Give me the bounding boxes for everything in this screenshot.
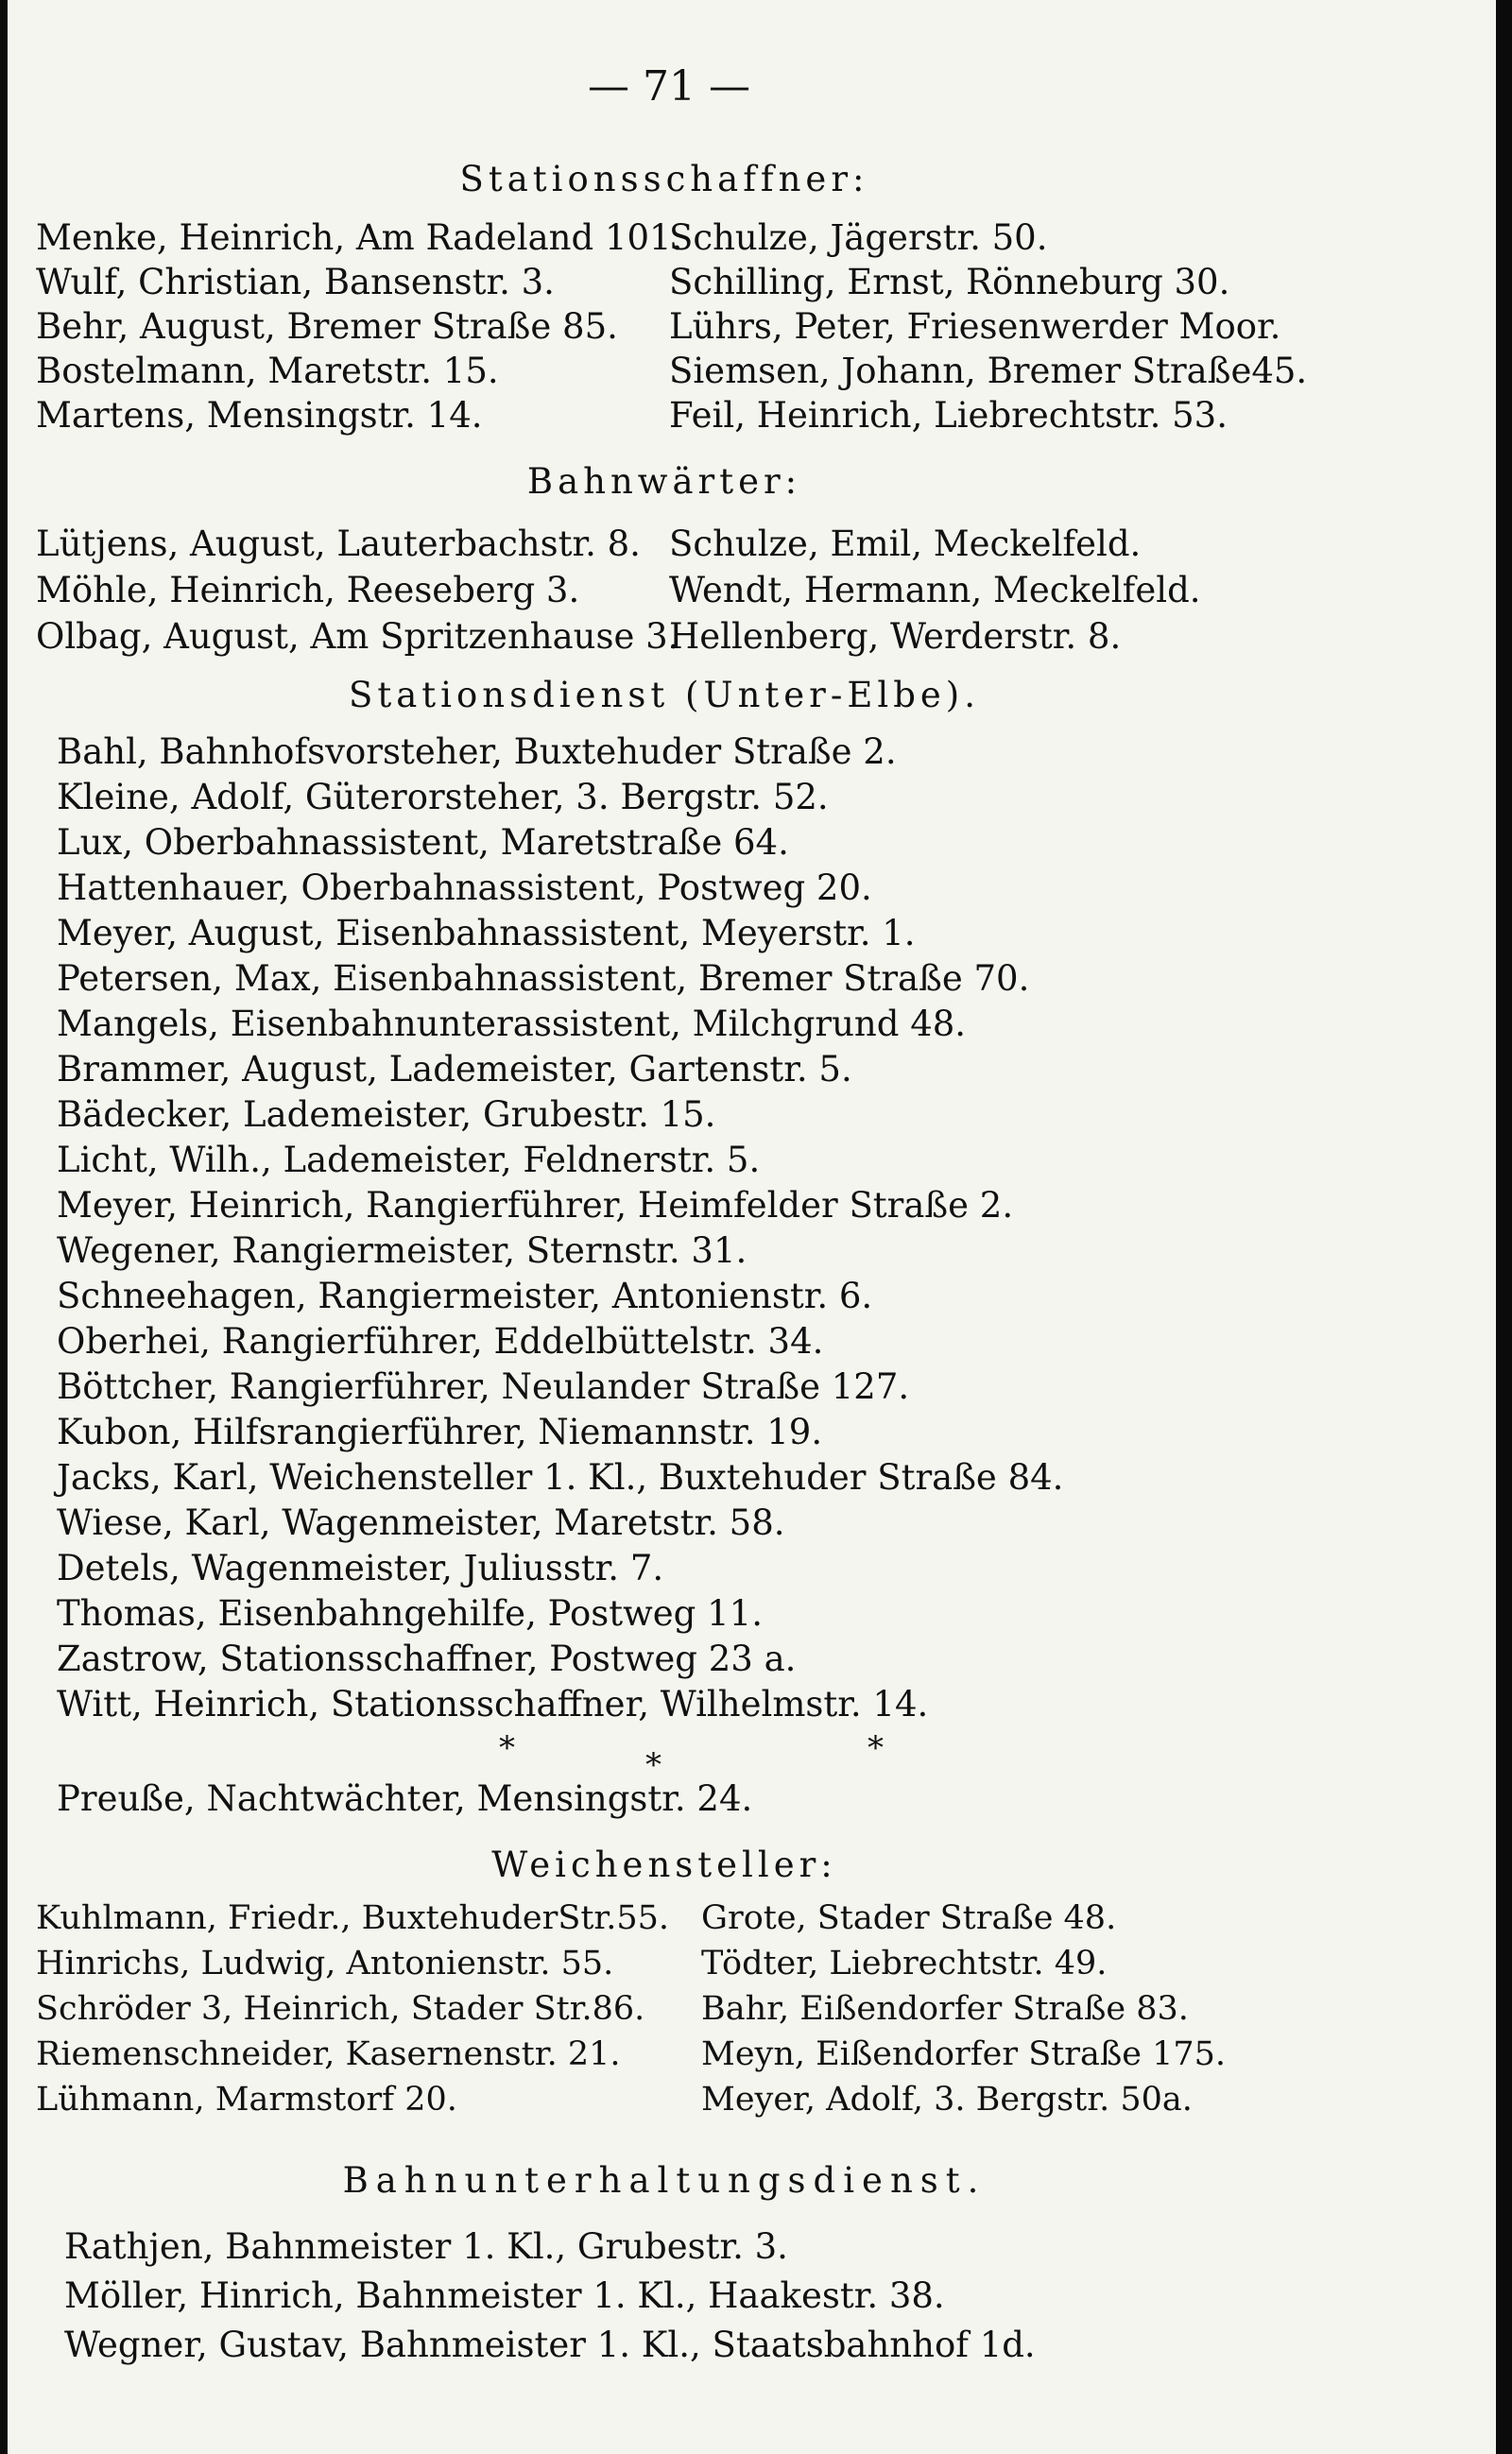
list-item: Schneehagen, Rangiermeister, Antonienstr. 6. [57, 1276, 873, 1316]
entry-left: Behr, August, Bremer Straße 85. [36, 306, 618, 347]
entry-right: Grote, Stader Straße 48. [701, 1899, 1117, 1937]
list-item: Lux, Oberbahnassistent, Maretstraße 64. [57, 822, 789, 863]
list-item: Detels, Wagenmeister, Juliusstr. 7. [57, 1548, 664, 1588]
entry-left: Riemenschneider, Kasernenstr. 21. [36, 2035, 621, 2073]
entry-left: Hinrichs, Ludwig, Antonienstr. 55. [36, 1945, 614, 1982]
entry-right: Schulze, Emil, Meckelfeld. [669, 523, 1142, 564]
entry-left: Olbag, August, Am Spritzenhause 3. [36, 616, 679, 657]
asterisk-separator [499, 1725, 896, 1784]
list-item: Thomas, Eisenbahngehilfe, Postweg 11. [57, 1593, 763, 1634]
entry-right: Siemsen, Johann, Bremer Straße45. [669, 351, 1308, 391]
heading-bahnunterhaltungsdienst: Bahnunterhaltungsdienst. [342, 2160, 987, 2201]
list-item: Bädecker, Lademeister, Grubestr. 15. [57, 1094, 716, 1135]
asterisk: * [499, 1729, 515, 1767]
entry-right: Feil, Heinrich, Liebrechtstr. 53. [669, 395, 1228, 436]
book-page [8, 0, 1496, 2454]
entry-left: Lühmann, Marmstorf 20. [36, 2081, 457, 2119]
list-item: Jacks, Karl, Weichensteller 1. Kl., Buxtehuder Straße 84. [57, 1457, 1064, 1498]
asterisk: * [645, 1746, 662, 1784]
list-item: Wegner, Gustav, Bahnmeister 1. Kl., Staatsbahnhof 1d. [64, 2325, 1036, 2365]
entry-right: Schilling, Ernst, Rönneburg 30. [669, 262, 1230, 302]
entry-right: Tödter, Liebrechtstr. 49. [701, 1945, 1108, 1982]
list-item: Kubon, Hilfsrangierführer, Niemannstr. 19. [57, 1412, 823, 1452]
list-item: Bahl, Bahnhofsvorsteher, Buxtehuder Straße 2. [57, 731, 897, 772]
list-item: Kleine, Adolf, Güterorsteher, 3. Bergstr. 52. [57, 777, 829, 817]
list-item: Möller, Hinrich, Bahnmeister 1. Kl., Haakestr. 38. [64, 2275, 945, 2316]
list-item: Brammer, August, Lademeister, Gartenstr. 5. [57, 1049, 852, 1090]
entry-right: Bahr, Eißendorfer Straße 83. [701, 1990, 1189, 2028]
list-item: Wiese, Karl, Wagenmeister, Maretstr. 58. [57, 1502, 785, 1543]
entry-right: Meyer, Adolf, 3. Bergstr. 50a. [701, 2081, 1193, 2119]
list-item-preusse: Preuße, Nachtwächter, Mensingstr. 24. [57, 1778, 753, 1819]
list-item: Rathjen, Bahnmeister 1. Kl., Grubestr. 3. [64, 2226, 788, 2267]
asterisk: * [868, 1729, 884, 1767]
list-item: Licht, Wilh., Lademeister, Feldnerstr. 5. [57, 1140, 761, 1180]
heading-stationsdienst: Stationsdienst (Unter-Elbe). [349, 675, 980, 715]
list-item: Oberhei, Rangierführer, Eddelbüttelstr. 34. [57, 1321, 824, 1362]
entry-left: Menke, Heinrich, Am Radeland 101. [36, 217, 683, 258]
entry-right: Wendt, Hermann, Meckelfeld. [669, 570, 1201, 610]
list-item: Meyer, August, Eisenbahnassistent, Meyerstr. 1. [57, 913, 916, 953]
heading-stationsschaffner: Stationsschaffner: [459, 159, 869, 199]
heading-bahnwaerter: Bahnwärter: [526, 461, 802, 502]
entry-right: Hellenberg, Werderstr. 8. [669, 616, 1122, 657]
heading-weichensteller: Weichensteller: [491, 1845, 837, 1885]
list-item: Wegener, Rangiermeister, Sternstr. 31. [57, 1230, 747, 1271]
entry-right: Lührs, Peter, Friesenwerder Moor. [669, 306, 1281, 347]
list-item: Zastrow, Stationsschaffner, Postweg 23 a. [57, 1639, 797, 1679]
entry-left: Martens, Mensingstr. 14. [36, 395, 483, 436]
entry-right: Meyn, Eißendorfer Straße 175. [701, 2035, 1227, 2073]
entry-left: Schröder 3, Heinrich, Stader Str.86. [36, 1990, 645, 2028]
entry-right: Schulze, Jägerstr. 50. [669, 217, 1048, 258]
entry-left: Bostelmann, Maretstr. 15. [36, 351, 499, 391]
list-item: Hattenhauer, Oberbahnassistent, Postweg 20. [57, 867, 872, 908]
list-item: Witt, Heinrich, Stationsschaffner, Wilhelmstr. 14. [57, 1684, 929, 1725]
entry-left: Kuhlmann, Friedr., BuxtehuderStr.55. [36, 1899, 670, 1937]
list-item: Meyer, Heinrich, Rangierführer, Heimfelder Straße 2. [57, 1185, 1014, 1226]
page-number: — 71 — [588, 62, 750, 111]
list-item: Mangels, Eisenbahnunterassistent, Milchgrund 48. [57, 1004, 967, 1044]
list-item: Böttcher, Rangierführer, Neulander Straße 127. [57, 1366, 910, 1407]
entry-left: Wulf, Christian, Bansenstr. 3. [36, 262, 555, 302]
entry-left: Lütjens, August, Lauterbachstr. 8. [36, 523, 641, 564]
list-item: Petersen, Max, Eisenbahnassistent, Bremer Straße 70. [57, 958, 1030, 999]
entry-left: Möhle, Heinrich, Reeseberg 3. [36, 570, 580, 610]
